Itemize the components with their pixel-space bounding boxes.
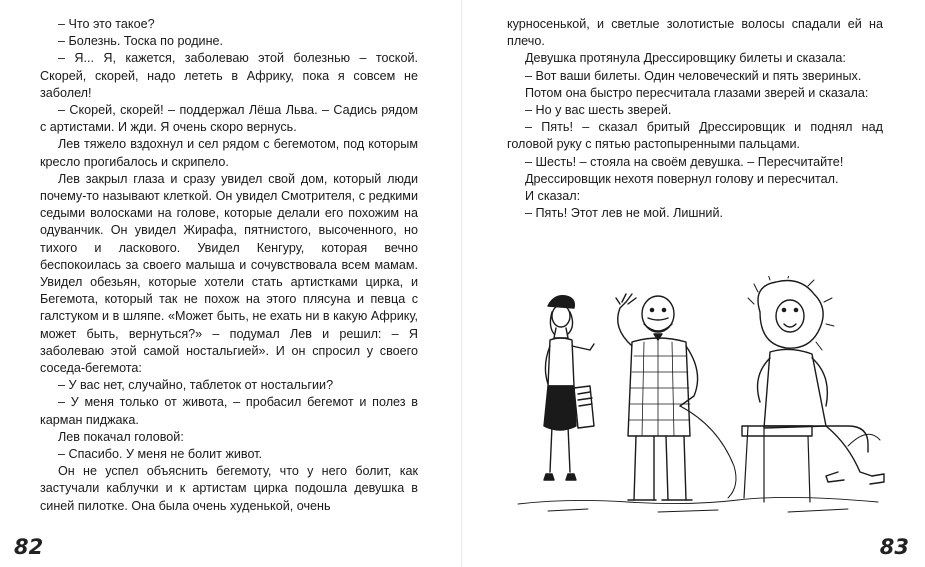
paragraph: – Шесть! – стояла на своём девушка. – Пересчитайте! [525,154,844,169]
paragraph: Дрессировщик нехотя повернул голову и пересчитал. [525,171,839,186]
paragraph: – Пять! – сказал бритый Дрессировщик и поднял над головой руку с пятью растопыренными пальцами. [507,120,883,152]
paragraph: – Скорей, скорей! – поддержал Лёша Льва. – Садись рядом с артистами. И жди. Я очень скоро вернусь. [40,103,418,135]
paragraph: – Болезнь. Тоска по родине. [58,34,224,49]
paragraph: – Но у вас шесть зверей. [525,103,672,118]
page-number: 83 [879,535,909,559]
paragraph: – Я... Я, кажется, заболеваю этой болезнью – тоской. Скорей, скорей, надо лететь в Африку, пока я совсем не заболел! [40,51,418,100]
page-number: 82 [14,535,44,559]
paragraph: – У меня только от живота, – пробасил бегемот и полез в карман пиджака. [40,395,418,427]
left-page-text [40,16,418,515]
lion-figure [742,276,884,502]
paragraph: – Пять! Этот лев не мой. Лишний. [525,206,723,221]
illustration [508,276,894,516]
paragraph: – Вот ваши билеты. Один человеческий и пять звериных. [525,68,862,83]
ground-lines [518,497,878,512]
girl-figure [544,296,594,480]
paragraph: И сказал: [525,189,581,204]
paragraph: Лев тяжело вздохнул и сел рядом с бегемотом, под которым кресло прогибалось и скрипело. [40,137,418,169]
paragraph-continuation: курносенькой, и светлые золотистые волосы спадали ей на плечо. [507,17,883,49]
paragraph: – Что это такое? [58,17,155,31]
paragraph: – Спасибо. У меня не болит живот. [58,447,263,462]
right-page-text [507,16,883,222]
paragraph: Лев покачал головой: [58,429,184,444]
left-page [0,0,462,567]
paragraph: Потом она быстро пересчитала глазами зверей и сказала: [525,85,869,100]
paragraph: – У вас нет, случайно, таблеток от ностальгии? [58,378,334,393]
paragraph: Девушка протянула Дрессировщику билеты и сказала: [525,51,846,66]
right-page [463,0,925,567]
paragraph: Он не успел объяснить бегемоту, что у него болит, как застучали каблучки и к артистам цирка подошла девушка в синей пилотке. Она была очень худенькой, очень [40,464,418,513]
paragraph: Лев закрыл глаза и сразу увидел свой дом, который люди почему-то называют клеткой. Он увидел Смотрителя, с редкими седыми волосками на голове, которые делали его похожим на одуванчик. Он увидел Жирафа, пятнистого, высоченного, но тихого и ласкового. Увидел Кенгуру, которая вечно беспокоилась за своего малыша и сочувствовала всем мамам. Увидел обезьян, которые хотели стать артистками цирка, и Бегемота, который так не похож на этого плясуна и певца с галстуком и в шляпе. «Может быть, не ехать ни в какую Африку, может быть, вернуться?» – подумал Лев и решил: – Я заболеваю этой самой ностальгией». И он спросил у своего соседа-бегемота: [40,171,418,376]
trainer-figure [616,294,736,500]
